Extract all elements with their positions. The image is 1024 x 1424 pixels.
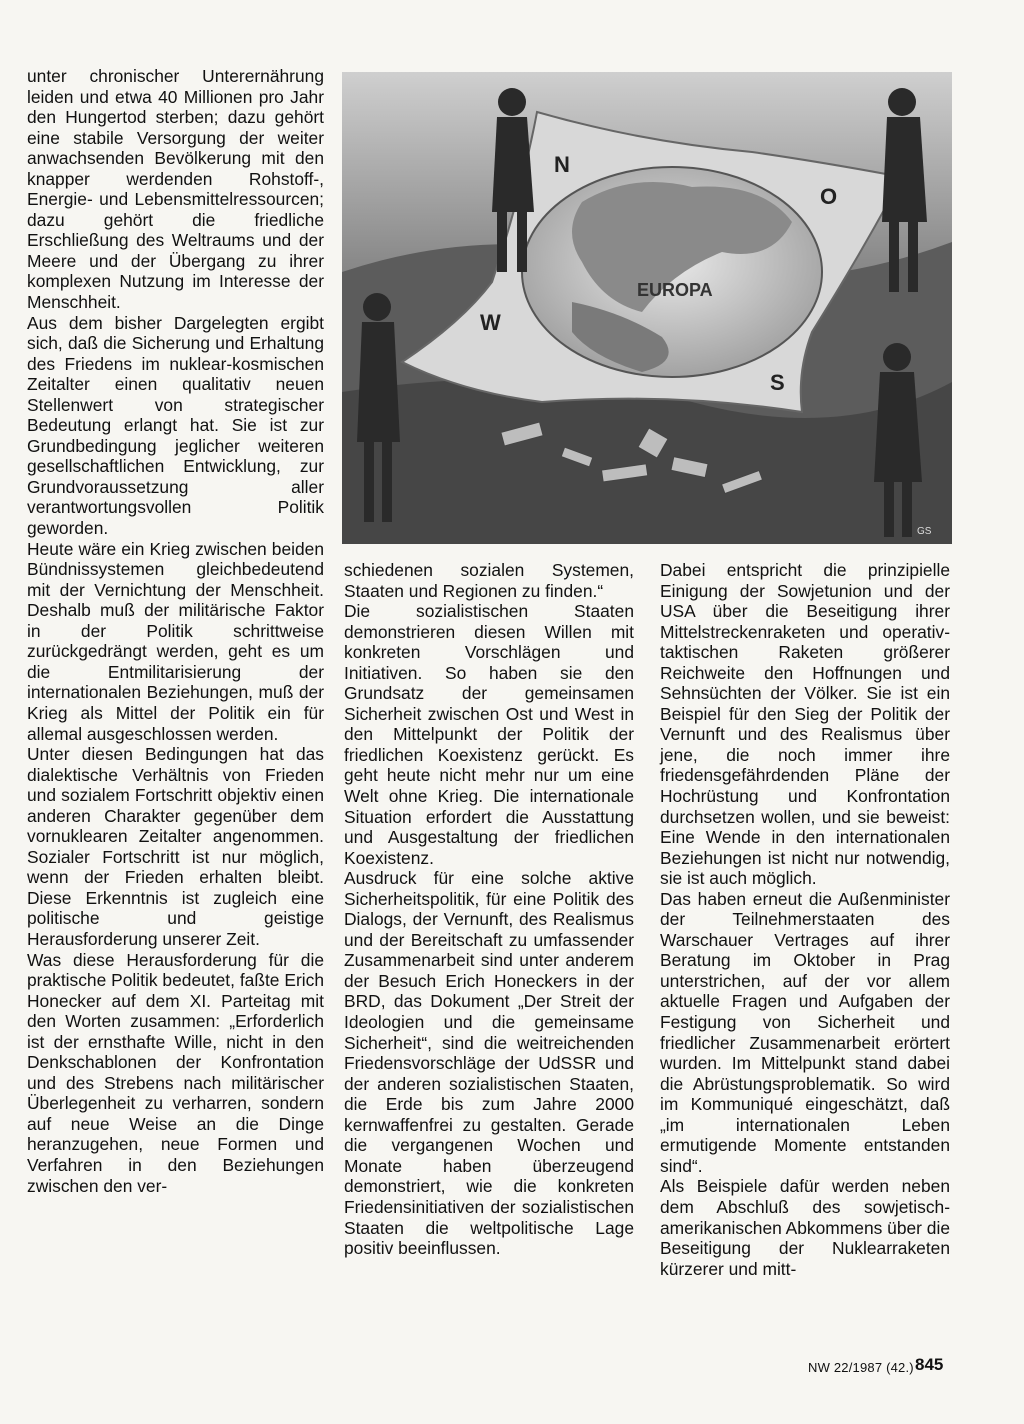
- illustration-drawing: [342, 72, 952, 544]
- paragraph: unter chronischer Unterernährung leiden und etwa 40 Millionen pro Jahr den Hungertod sterben; dazu gehört eine stabile Versorgung der weiter anwachsenden Bevölkerung mit den knapper werdenden Rohstoff-, Energie- und Lebensmittelressourcen; dazu gehört die friedliche Erschließung des Weltraums und der Meere und der Übergang zu ihrer komplexen Nutzung im Interesse der Menschheit.: [27, 66, 324, 313]
- article-column-3: [660, 560, 950, 1279]
- paragraph: Als Beispiele dafür werden neben dem Abschluß des sowjetisch-amerikanischen Abkommens über die Beseitigung der Nuklearraketen kürzerer und mitt-: [660, 1176, 950, 1279]
- compass-south: S: [770, 370, 785, 395]
- paragraph: Dabei entspricht die prinzipielle Einigung der Sowjetunion und der USA über die Beseitigung ihrer Mittelstreckenraketen und operativ-taktischen Raketen größerer Reichweite den Hoffnungen und Sehnsüchten der Völker. Sie ist ein Beispiel für den Sieg der Politik der Vernunft und des Realismus über jene, die noch immer ihre friedensgefährdenden Pläne der Hochrüstung und Konfrontation durchsetzen wollen, und sie beweist: Eine Wende in den internationalen Beziehungen ist nicht nur notwendig, sie ist auch möglich.: [660, 560, 950, 889]
- issue-info: NW 22/1987 (42.): [808, 1360, 914, 1375]
- article-column-2: [344, 560, 634, 1259]
- paragraph: Was diese Herausforderung für die praktische Politik bedeutet, faßte Erich Honecker auf dem XI. Parteitag mit den Worten zusammen: „Erforderlich ist der ernsthafte Wille, nicht in den Denkschablonen der Konfrontation und des Strebens nach militärischer Überlegenheit zu verharren, sondern auf neue Weise an die Dinge heranzugehen, neue Formen und Verfahren in den Beziehungen zwischen den ver-: [27, 949, 324, 1196]
- paragraph: Das haben erneut die Außenminister der Teilnehmerstaaten des Warschauer Vertrages auf ihrer Beratung im Oktober in Prag unterstrichen, auf der vor allem aktuelle Fragen und Aufgaben der Festigung von Sicherheit und friedlicher Zusammenarbeit erörtert wurden. Im Mittelpunkt stand dabei die Abrüstungsproblematik. So wird im Kommuniqué eingeschätzt, daß „im internationalen Leben ermutigende Momente entstanden sind“.: [660, 888, 950, 1176]
- artist-signature: GS: [917, 526, 932, 537]
- paragraph: Ausdruck für eine solche aktive Sicherheitspolitik, für eine Politik des Dialogs, der Vernunft, des Realismus und der Bereitschaft zu umfassender Zusammenarbeit sind unter anderem der Besuch Erich Honeckers in der BRD, das Dokument „Der Streit der Ideologien und die gemeinsame Sicherheit“, sind die weitreichenden Friedensvorschläge der UdSSR und der anderen sozialistischen Staaten, die Erde bis zum Jahre 2000 kernwaffenfrei zu gestalten. Gerade die vergangenen Wochen und Monate haben überzeugend demonstriert, wie die konkreten Friedensinitiativen der sozialistischen Staaten die weltpolitische Lage positiv beeinflussen.: [344, 868, 634, 1259]
- map-label-europa: EUROPA: [637, 280, 713, 300]
- paragraph: schiedenen sozialen Systemen, Staaten und Regionen zu finden.“: [344, 560, 634, 601]
- paragraph: Aus dem bisher Dargelegten ergibt sich, daß die Sicherung und Erhaltung des Friedens im nuklear-kosmischen Zeitalter einen qualitativ neuen Stellenwert von strategischer Bedeutung erlangt hat. Sie ist zur Grundbedingung jeglicher weiteren gesellschaftlichen Entwicklung, zur Grundvoraussetzung aller verantwortungsvollen Politik geworden.: [27, 312, 324, 539]
- article-column-1: [27, 66, 324, 1196]
- paragraph: Heute wäre ein Krieg zwischen beiden Bündnissystemen gleichbedeutend mit der Vernichtung der Menschheit. Deshalb muß der militärische Faktor in der Politik schrittweise zurückgedrängt werden, geht es um die Entmilitarisierung der internationalen Beziehungen, muß der Krieg als Mittel der Politik ein für allemal ausgeschlossen werden.: [27, 538, 324, 744]
- compass-west: W: [480, 310, 501, 335]
- compass-east: O: [820, 184, 838, 209]
- paragraph: Die sozialistischen Staaten demonstrieren diesen Willen mit konkreten Vorschlägen und Initiativen. So haben sie den Grundsatz der gemeinsamen Sicherheit zwischen Ost und West in den Mittelpunkt der Politik der friedlichen Koexistenz gerückt. Es geht heute nicht mehr nur um eine Welt ohne Krieg. Die internationale Situation erfordert die Ausstattung und Ausgestaltung der friedlichen Koexistenz.: [344, 601, 634, 868]
- paragraph: Unter diesen Bedingungen hat das dialektische Verhältnis von Frieden und sozialem Fortschritt objektiv einen anderen Charakter gegenüber dem vornuklearen Zeitalter angenommen. Sozialer Fortschritt ist nur möglich, wenn der Frieden erhalten bleibt. Diese Erkenntnis ist zugleich eine politische und geistige Herausforderung unserer Zeit.: [27, 744, 324, 949]
- page-number: 845: [915, 1355, 944, 1374]
- illustration-europe-map: [342, 72, 952, 544]
- compass-north: N: [554, 152, 570, 177]
